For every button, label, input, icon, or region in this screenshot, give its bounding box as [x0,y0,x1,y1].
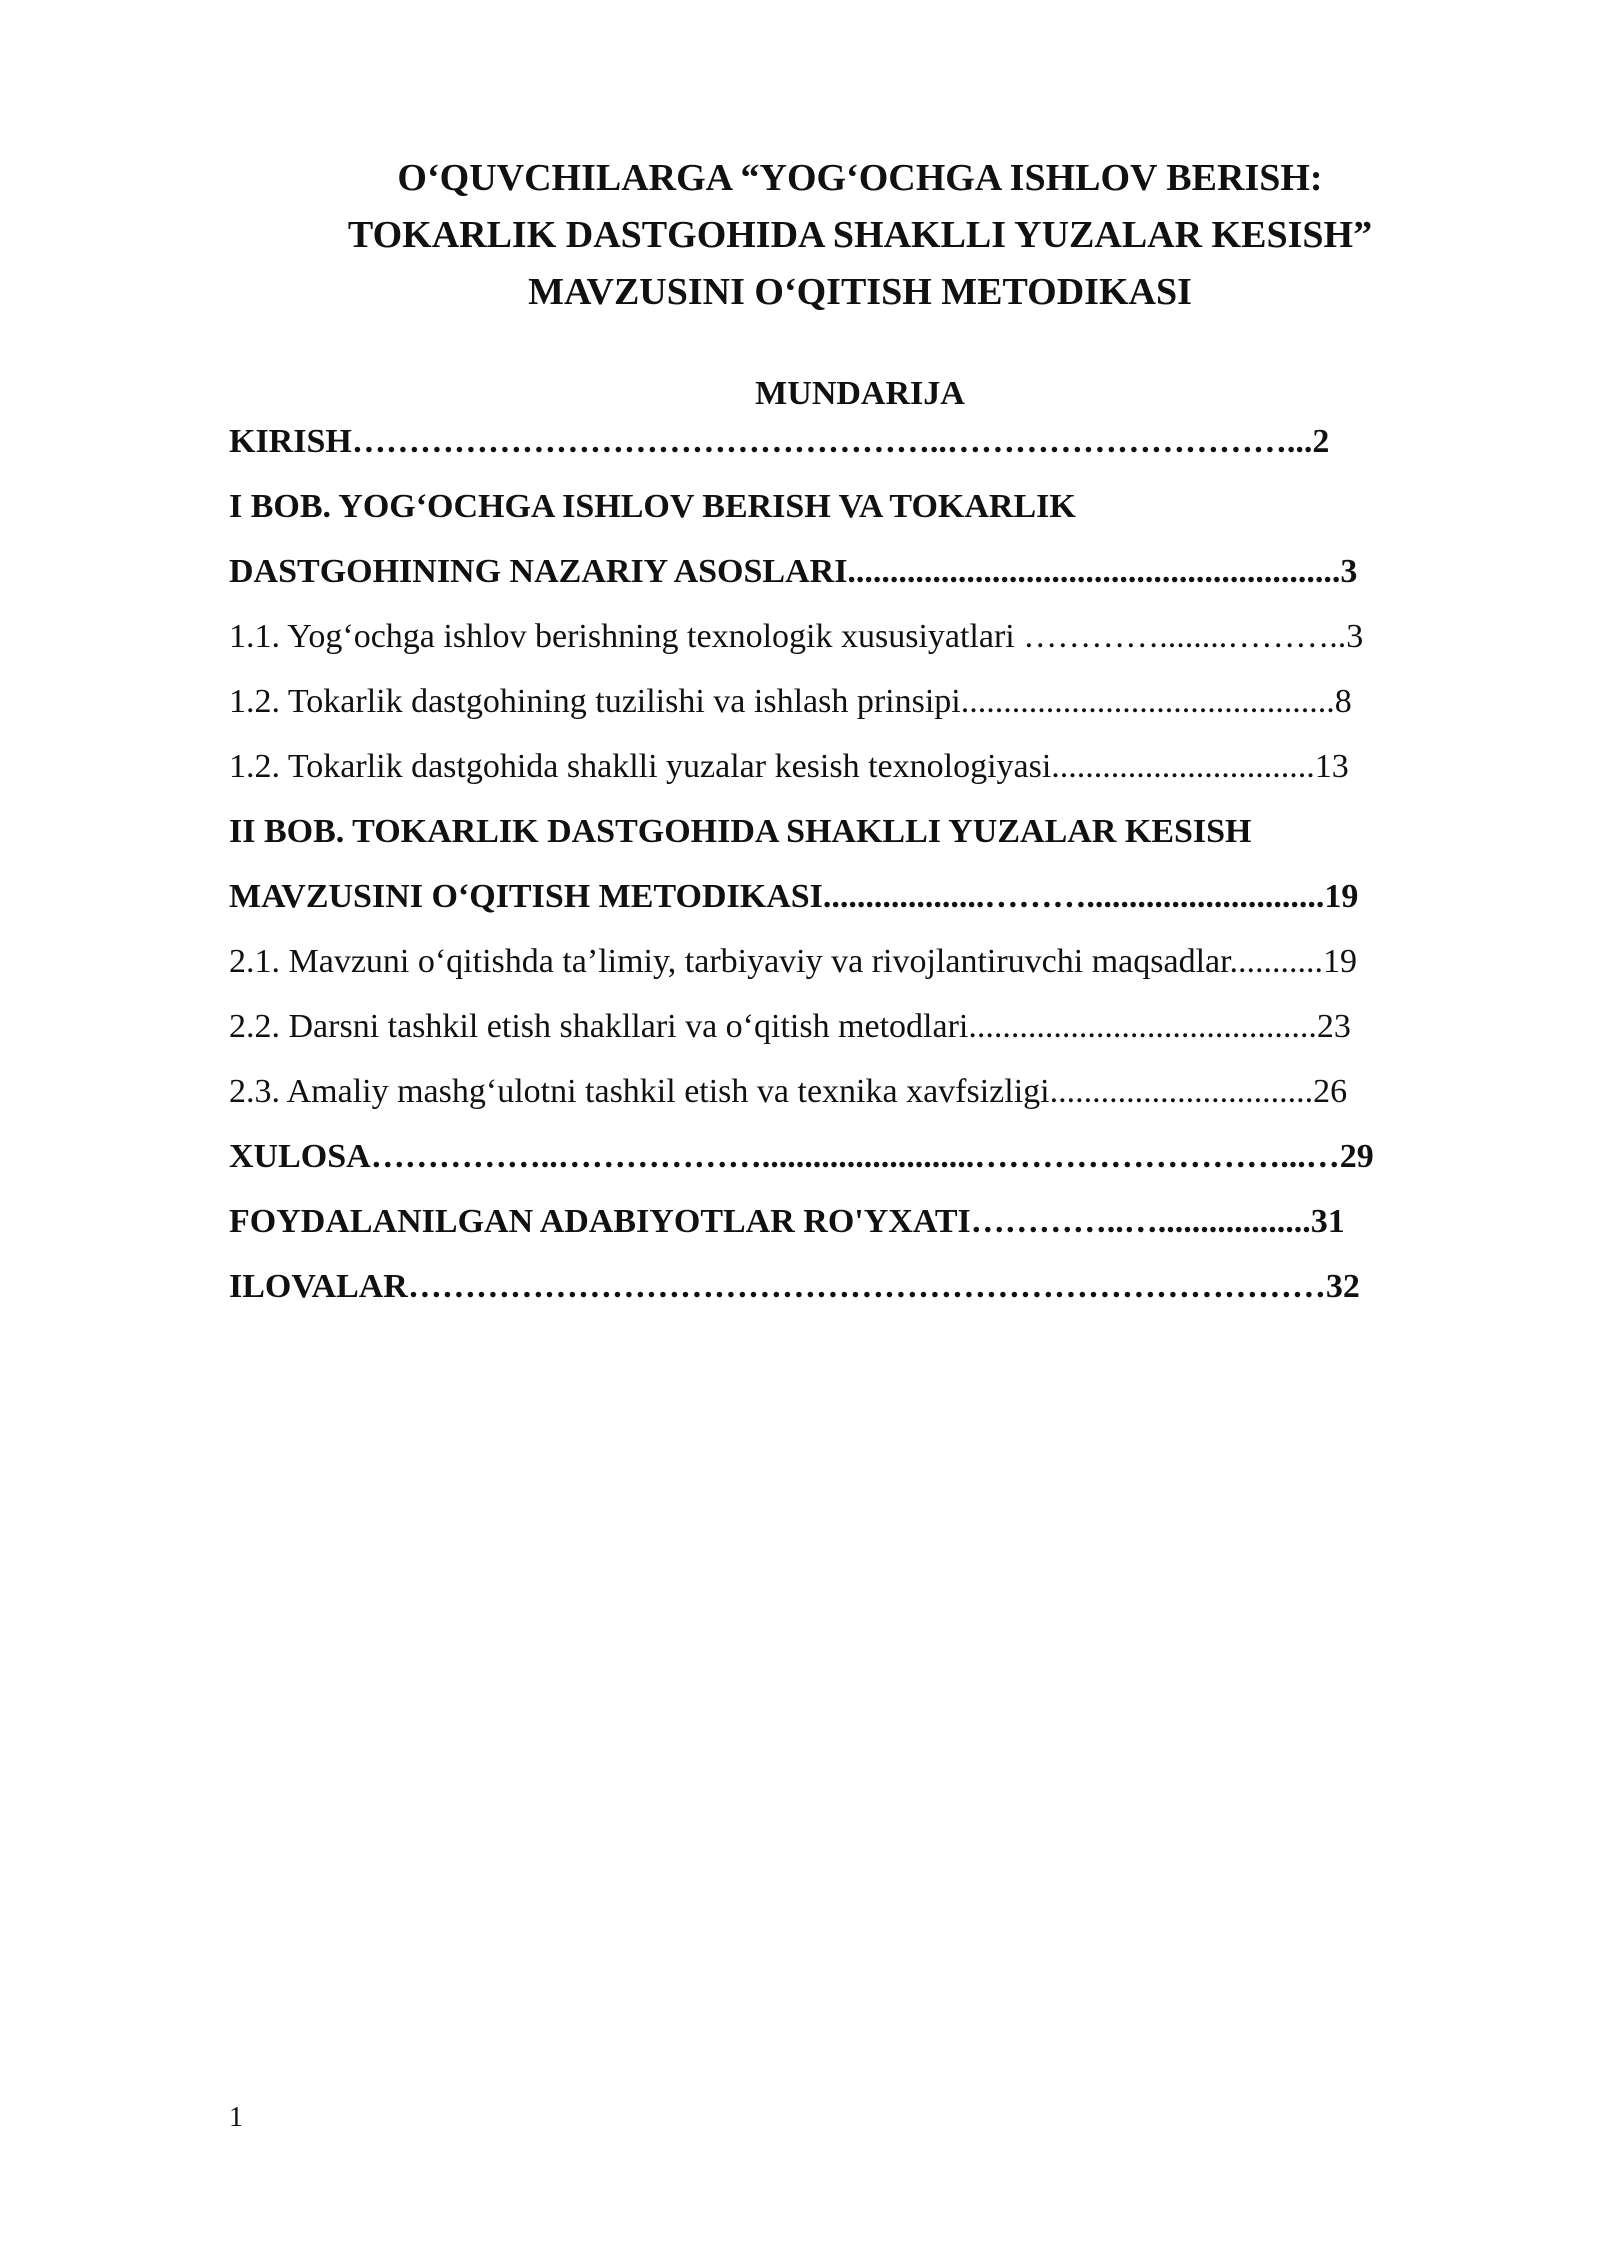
document-title [180,150,1540,321]
toc-entry-conclusion[interactable]: XULOSA……………..……………….........................………………………...…29 [229,1138,1374,1175]
toc-entry-chapter-1-line-1[interactable]: I BOB. YOG‘OCHGA ISHLOV BERISH VA TOKARLIK [229,488,1076,525]
toc-heading: MUNDARIJA [755,375,965,412]
toc-entry-chapter-2-line-1[interactable]: II BOB. TOKARLIK DASTGOHIDA SHAKLLI YUZALAR KESISH [229,813,1252,850]
title-line-1: O‘QUVCHILARGA “YOG‘OCHGA ISHLOV BERISH: [397,157,1323,199]
toc-entry-section-1-3[interactable]: 1.2. Tokarlik dastgohida shaklli yuzalar kesish texnologiyasi...............................13 [229,748,1349,785]
toc-entry-section-1-1[interactable]: 1.1. Yog‘ochga ishlov berishning texnologik xususiyatlari …………........………..3 [229,618,1364,655]
toc-entry-introduction[interactable]: KIRISH……………………………………………..…………………………...2 [229,423,1330,460]
toc-entry-section-2-3[interactable]: 2.3. Amaliy mashg‘ulotni tashkil etish va texnika xavfsizligi...............................26 [229,1073,1348,1110]
title-line-3: MAVZUSINI O‘QITISH METODIKASI [528,271,1192,313]
toc-entry-section-2-2[interactable]: 2.2. Darsni tashkil etish shakllari va o‘qitish metodlari.........................................23 [229,1008,1351,1045]
page-number: 1 [229,2102,243,2133]
toc-entry-section-2-1[interactable]: 2.1. Mavzuni o‘qitishda ta’limiy, tarbiyaviy va rivojlantiruvchi maqsadlar...........19 [229,943,1358,980]
toc-entry-references[interactable]: FOYDALANILGAN ADABIYOTLAR RO'YXATI…………..…..................31 [229,1203,1345,1240]
toc-entry-section-1-2[interactable]: 1.2. Tokarlik dastgohining tuzilishi va ishlash prinsipi............................................8 [229,683,1352,720]
title-line-2: TOKARLIK DASTGOHIDA SHAKLLI YUZALAR KESISH” [347,214,1373,256]
toc-entry-chapter-1-line-2[interactable]: DASTGOHINING NAZARIY ASOSLARI..........................................................3 [229,553,1358,590]
toc-entry-chapter-2-line-2[interactable]: MAVZUSINI O‘QITISH METODIKASI...................………............................19 [229,878,1359,915]
toc-entry-appendices[interactable]: ILOVALAR………………………………………………………………………32 [229,1268,1360,1305]
